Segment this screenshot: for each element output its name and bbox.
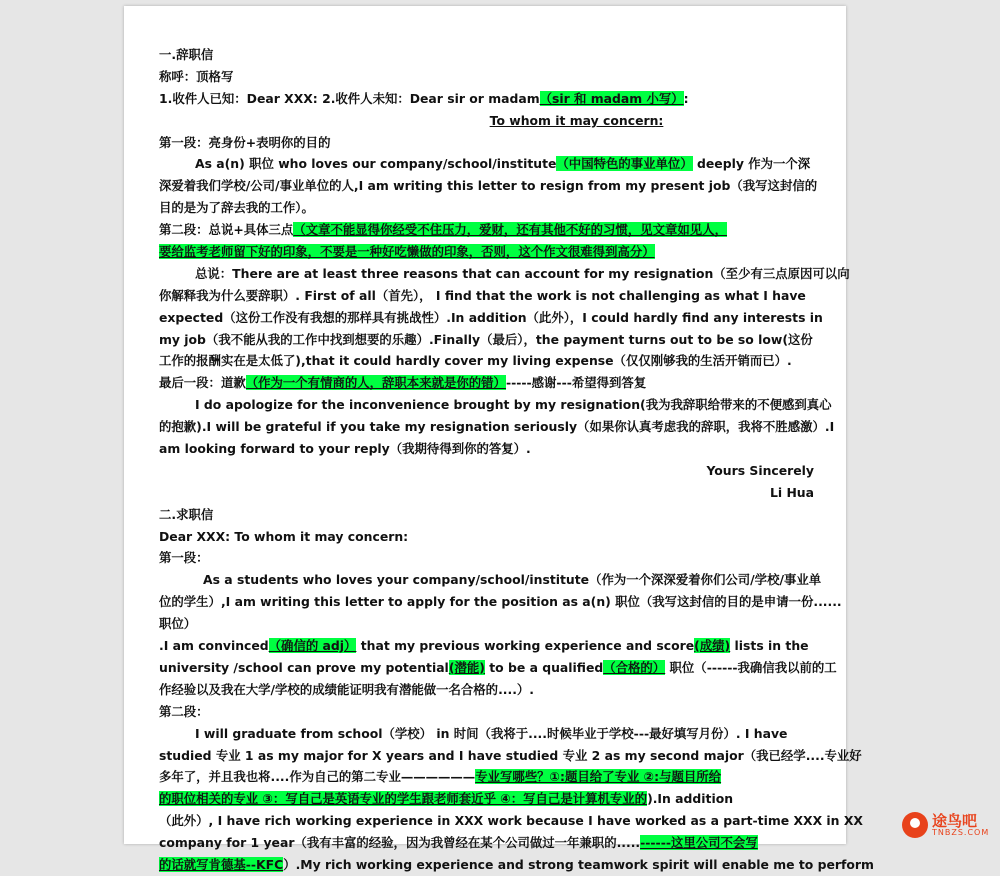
text-span: ）.My rich working experience and strong teamwork spirit will enable me to perform xyxy=(283,856,874,872)
watermark-cn: 途鸟吧 xyxy=(932,811,978,830)
text-line xyxy=(159,132,814,154)
text-span: 第一段： xyxy=(159,550,209,566)
text-span: Yours Sincerely xyxy=(706,462,814,478)
text-span: my job（我不能从我的工作中找到想要的乐趣）.Finally（最后），the payment turns out to be so low(这份 xyxy=(159,331,813,347)
text-span: 职位） xyxy=(159,616,197,632)
text-span: 最后一段：道歉 xyxy=(159,375,246,391)
text-span: company for 1 year（我有丰富的经验，因为我曾经在某个公司做过一年兼职的..... xyxy=(159,835,641,851)
text-span: 工作的报酬实在是太低了),that it could hardly cover my living expense（仅仅刚够我的生活开销而已）. xyxy=(159,353,792,369)
watermark-en: TNBZS.COM xyxy=(932,827,990,837)
highlighted-text: 的话就写肯德基--KFC xyxy=(159,856,284,872)
text-span: 位的学生）,I am writing this letter to apply for the position as a(n) 职位（我写这封信的目的是申请一份...... xyxy=(159,594,842,610)
text-span: ).In addition xyxy=(647,791,734,807)
text-line xyxy=(159,766,814,788)
text-span: expected（这份工作没有我想的那样具有挑战性）.In addition（此外），I could hardly find any interests in xyxy=(159,309,823,325)
text-line xyxy=(159,569,822,591)
text-line xyxy=(159,526,814,548)
text-line xyxy=(159,613,814,635)
text-span: 一.辞职信 xyxy=(159,47,214,62)
text-span: Dear XXX: To whom it may concern: xyxy=(159,528,409,544)
text-line xyxy=(159,591,842,613)
text-span: university /school can prove my potential xyxy=(159,659,449,675)
text-line xyxy=(159,285,814,307)
text-line xyxy=(159,810,863,832)
text-span: 的抱歉).I will be grateful if you take my resignation seriously（如果你认真考虑我的辞职，我将不胜感激）.I xyxy=(159,419,835,435)
text-span: am looking forward to your reply（我期待得到你的答复）. xyxy=(159,441,531,457)
document-body xyxy=(159,44,874,876)
text-line xyxy=(159,832,814,854)
text-line xyxy=(159,263,850,285)
bird-logo-icon xyxy=(902,812,928,838)
highlighted-text: （作为一个有情商的人，辞职本来就是你的错） xyxy=(245,375,506,391)
text-span: 第一段：亮身份+表明你的目的 xyxy=(159,134,331,150)
text-line xyxy=(159,482,814,504)
text-span: Li Hua xyxy=(769,484,814,500)
text-span: To whom it may concern: xyxy=(489,112,664,128)
highlighted-text: （文章不能显得你经受不住压力，爱财，还有其他不好的习惯，见文章如见人， xyxy=(293,222,727,238)
text-span: 第二段：总说+具体三点 xyxy=(159,222,294,238)
text-line xyxy=(159,350,814,372)
highlighted-text: 要给监考老师留下好的印象，不要是一种好吃懒做的印象，否则，这个作文很难得到高分） xyxy=(159,244,655,260)
text-span: to be a qualified xyxy=(484,659,604,675)
document-page xyxy=(124,6,874,872)
highlighted-text: （中国特色的事业单位） xyxy=(556,156,693,172)
text-span: 目的是为了辞去我的工作）。 xyxy=(159,200,314,216)
text-line xyxy=(159,241,814,263)
highlighted-text: （确信的 adj） xyxy=(268,638,357,654)
text-line xyxy=(159,547,814,569)
text-line xyxy=(159,197,814,219)
highlighted-text: 专业写哪些？①:题目给了专业 ②:与题目所给 xyxy=(475,769,722,785)
text-line xyxy=(159,854,874,876)
text-span: that my previous working experience and score xyxy=(356,638,695,654)
text-span: （此外）, I have rich working experience in XXX work because I have worked as a part-time XXX in XX xyxy=(159,813,863,829)
text-span: lists in the xyxy=(730,638,809,654)
text-line xyxy=(159,394,832,416)
text-line xyxy=(159,44,814,66)
text-span: 总说：There are at least three reasons that can account for my resignation（至少有三点原因可以向 xyxy=(195,265,850,281)
text-span: : xyxy=(683,90,689,106)
text-line xyxy=(159,745,862,767)
text-line xyxy=(159,657,837,679)
text-span: As a students who loves your company/school/institute（作为一个深深爱着你们公司/学校/事业单 xyxy=(203,572,822,588)
text-span: 你解释我为什么要辞职）. First of all（首先）， I find that the work is not challenging as what I have xyxy=(159,287,806,303)
text-line xyxy=(159,635,814,657)
text-span: .I am convinced xyxy=(159,638,269,654)
text-line xyxy=(159,504,814,526)
text-span: deeply 作为一个深 xyxy=(692,156,811,172)
text-span: studied 专业 1 as my major for X years and I have studied 专业 2 as my second major（我已经学....专业好 xyxy=(159,747,862,763)
highlighted-text: （合格的） xyxy=(603,659,666,675)
text-line xyxy=(159,110,814,132)
watermark-logo xyxy=(902,808,998,842)
text-line xyxy=(159,701,814,723)
text-line xyxy=(159,66,814,88)
text-line xyxy=(159,372,814,394)
text-line xyxy=(159,679,814,701)
text-line xyxy=(159,307,823,329)
text-span: -----感谢---希望得到答复 xyxy=(505,375,647,391)
text-line xyxy=(159,175,818,197)
text-line xyxy=(159,788,814,810)
text-line xyxy=(159,416,835,438)
text-span: 二.求职信 xyxy=(159,506,214,522)
text-line xyxy=(159,723,814,745)
highlighted-text: 的职位相关的专业 ③：写自己是英语专业的学生跟老师套近乎 ④：写自己是计算机专业的 xyxy=(159,791,648,807)
text-line xyxy=(159,438,814,460)
highlighted-text: （sir 和 madam 小写） xyxy=(539,90,684,106)
text-line xyxy=(159,219,814,241)
text-span: I do apologize for the inconvenience brought by my resignation(我为我辞职给带来的不便感到真心 xyxy=(195,397,832,413)
highlighted-text: (成绩) xyxy=(694,638,731,654)
text-line xyxy=(159,153,814,175)
text-span: 1.收件人已知：Dear XXX: 2.收件人未知：Dear sir or madam xyxy=(159,90,540,106)
text-line xyxy=(159,88,814,110)
text-span: I will graduate from school（学校） in 时间（我将于....时候毕业于学校---最好填写月份）. I have xyxy=(195,725,788,741)
highlighted-text: ------这里公司不会写 xyxy=(640,835,758,851)
text-span: 深爱着我们学校/公司/事业单位的人,I am writing this letter to resign from my present job（我写这封信的 xyxy=(159,178,818,194)
text-span: 第二段： xyxy=(159,703,209,719)
text-line xyxy=(159,460,814,482)
text-span: 职位（------我确信我以前的工 xyxy=(665,659,837,675)
text-span: 作经验以及我在大学/学校的成绩能证明我有潜能做一名合格的....）. xyxy=(159,681,534,697)
highlighted-text: (潜能) xyxy=(448,659,485,675)
text-span: As a(n) 职位 who loves our company/school/institute xyxy=(195,156,557,172)
text-span: 称呼：顶格写 xyxy=(159,68,234,84)
text-span: 多年了，并且我也将....作为自己的第二专业—————— xyxy=(159,769,476,785)
text-line xyxy=(159,329,814,351)
